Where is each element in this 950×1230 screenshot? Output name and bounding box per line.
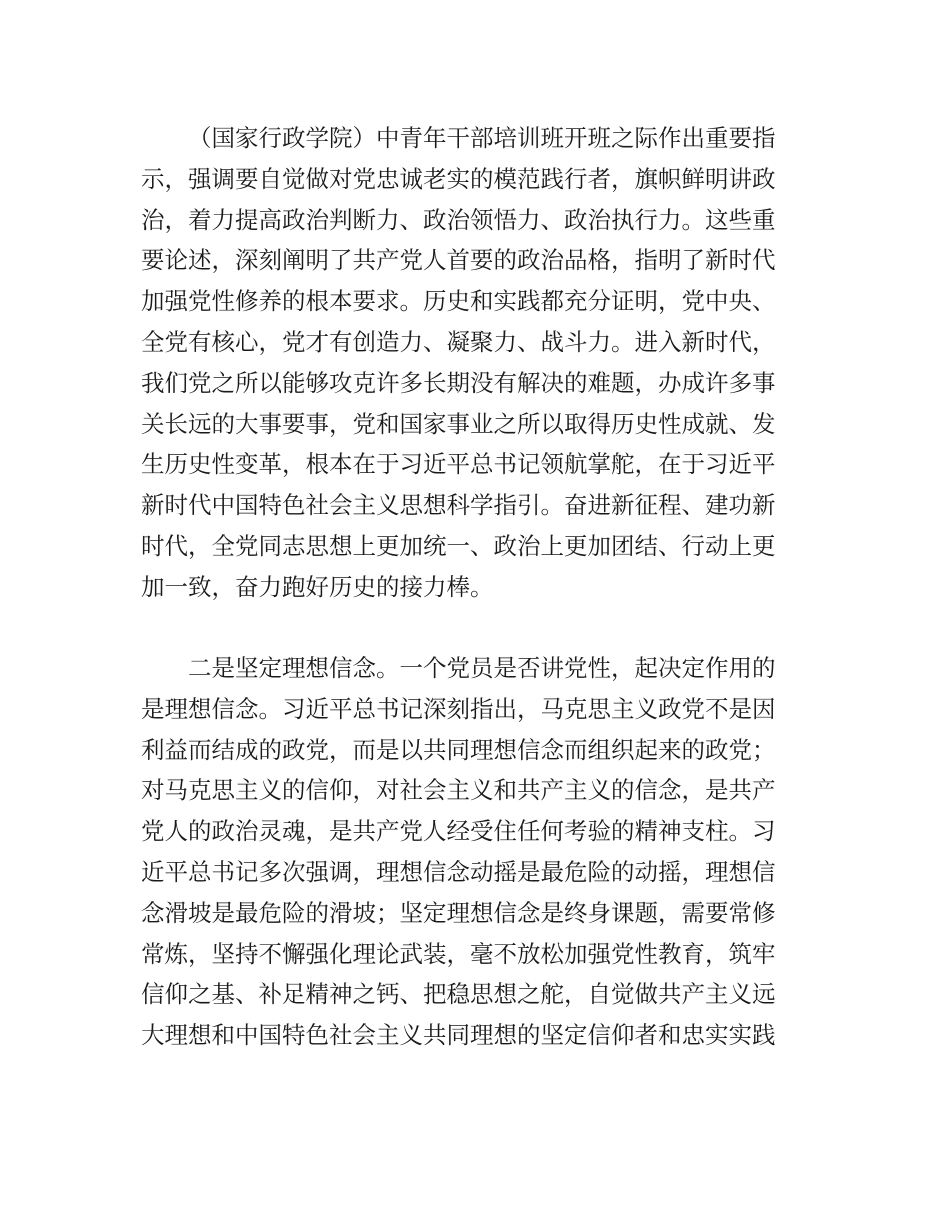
text-line: 全党有核心，党才有创造力、凝聚力、战斗力。进入新时代， [141, 327, 776, 356]
text-line: 时代，全党同志思想上更加统一、政治上更加团结、行动上更 [141, 531, 776, 560]
text-line: 常炼，坚持不懈强化理论武装，毫不放松加强党性教育，筑牢 [141, 939, 776, 968]
text-line: 党人的政治灵魂，是共产党人经受住任何考验的精神支柱。习 [141, 817, 776, 846]
text-line: 新时代中国特色社会主义思想科学指引。奋进新征程、建功新 [141, 491, 776, 520]
text-line: 对马克思主义的信仰，对社会主义和共产主义的信念，是共产 [141, 776, 776, 805]
text-line: 加一致，奋力跑好历史的接力棒。 [141, 572, 494, 601]
text-line: 要论述，深刻阐明了共产党人首要的政治品格，指明了新时代 [141, 246, 776, 275]
text-line: 信仰之基、补足精神之钙、把稳思想之舵，自觉做共产主义远 [141, 980, 776, 1009]
text-line: 生历史性变革，根本在于习近平总书记领航掌舵，在于习近平 [141, 450, 776, 479]
text-line: 念滑坡是最危险的滑坡；坚定理想信念是终身课题，需要常修 [141, 898, 776, 927]
text-line: 加强党性修养的根本要求。历史和实践都充分证明，党中央、 [141, 287, 776, 316]
text-line: 是理想信念。习近平总书记深刻指出，马克思主义政党不是因 [141, 694, 776, 723]
paragraph-1 [141, 118, 811, 608]
text-line: 利益而结成的政党，而是以共同理想信念而组织起来的政党； [141, 735, 776, 764]
paragraph-2 [141, 648, 811, 1056]
text-line: 示，强调要自觉做对党忠诚老实的模范践行者，旗帜鲜明讲政 [141, 164, 776, 193]
text-line: 大理想和中国特色社会主义共同理想的坚定信仰者和忠实实践 [141, 1021, 776, 1050]
text-line: 治，着力提高政治判断力、政治领悟力、政治执行力。这些重 [141, 205, 776, 234]
text-line: （国家行政学院）中青年干部培训班开班之际作出重要指 [188, 124, 776, 152]
text-line: 关长远的大事要事，党和国家事业之所以取得历史性成就、发 [141, 409, 776, 438]
text-line: 我们党之所以能够攻克许多长期没有解决的难题，办成许多事 [141, 368, 776, 397]
text-line: 近平总书记多次强调，理想信念动摇是最危险的动摇，理想信 [141, 857, 776, 886]
text-line: 二是坚定理想信念。一个党员是否讲党性，起决定作用的 [188, 654, 776, 682]
